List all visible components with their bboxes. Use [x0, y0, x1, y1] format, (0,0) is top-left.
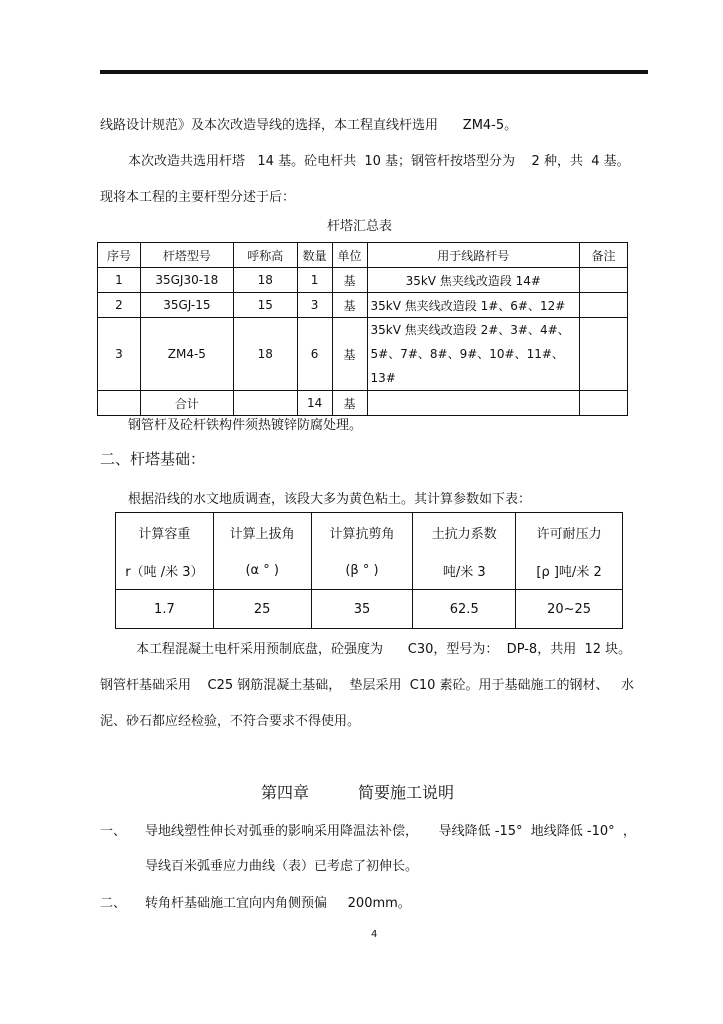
- table-total-row: [98, 391, 628, 416]
- table-row: [116, 590, 623, 629]
- item-2-number: 二、: [100, 896, 127, 911]
- unit-cell: (β ° ): [311, 551, 413, 590]
- value-cell: 35: [311, 590, 413, 629]
- value-cell: 20~25: [516, 590, 623, 629]
- cell-total-qty: 14: [297, 391, 332, 416]
- cell-dest: [367, 391, 580, 416]
- cell-no: [98, 391, 141, 416]
- soil-parameter-table: [115, 512, 623, 629]
- header-cell: 数量: [297, 243, 332, 268]
- section-2-heading: 二、杆塔基础：: [100, 450, 206, 468]
- header-cell: 单位: [332, 243, 367, 268]
- cell-no: 3: [98, 318, 141, 391]
- cell-model: ZM4-5: [140, 318, 233, 391]
- header-cell: 序号: [98, 243, 141, 268]
- cell-no: 1: [98, 268, 141, 293]
- chapter-number: 第四章: [261, 783, 310, 802]
- value-cell: 25: [213, 590, 311, 629]
- cell-dest: [367, 318, 580, 391]
- cell-note: [580, 318, 628, 391]
- cell-note: [580, 268, 628, 293]
- cell-total-label: 合计: [140, 391, 233, 416]
- table-header-row: [98, 243, 628, 268]
- cell-unit: 基: [332, 293, 367, 318]
- value-cell: 62.5: [413, 590, 516, 629]
- header-cell: 用于线路杆号: [367, 243, 580, 268]
- cell-note: [580, 391, 628, 416]
- header-cell: 计算抗剪角: [311, 513, 413, 552]
- chapter-title: 简要施工说明: [358, 783, 455, 802]
- cell-qty: 1: [297, 268, 332, 293]
- cell-total-unit: 基: [332, 391, 367, 416]
- header-cell: 杆塔型号: [140, 243, 233, 268]
- paragraph-4: 钢管杆及砼杆铁构件须热镀锌防腐处理。: [128, 418, 363, 433]
- unit-cell: (α ° ): [213, 551, 311, 590]
- item-1-text: 导地线塑性伸长对弧垂的影响采用降温法补偿， 导线降低 -15° 地线降低 -10° ，: [145, 824, 636, 839]
- pole-summary-table: [97, 242, 628, 416]
- cell-qty: 3: [297, 293, 332, 318]
- paragraph-2: 本次改造共选用杆塔 14 基。砼电杆共 10 基；钢管杆按塔型分为 2 种，共 4 基。: [128, 154, 630, 169]
- cell-height: 18: [233, 318, 297, 391]
- table-row: [98, 268, 628, 293]
- unit-cell: 吨/米 3: [413, 551, 516, 590]
- cell-model: 35GJ-15: [140, 293, 233, 318]
- table-header-row: [116, 513, 623, 552]
- cell-unit: 基: [332, 268, 367, 293]
- cell-dest-line-2: 5#、7#、8#、9#、10#、11#、13#: [370, 347, 564, 385]
- paragraph-3: 现将本工程的主要杆型分述于后：: [100, 190, 296, 205]
- paragraph-8: 泥、砂石都应经检验，不符合要求不得使用。: [100, 714, 361, 729]
- paragraph-7: 钢管杆基础采用 C25 钢筋混凝土基础， 垫层采用 C10 素砼。用于基础施工的钢材、 水: [100, 678, 634, 693]
- cell-height: 15: [233, 293, 297, 318]
- paragraph-6: 本工程混凝土电杆采用预制底盘，砼强度为 C30，型号为： DP-8，共用 12 块。: [136, 642, 632, 657]
- paragraph-1: 线路设计规范》及本次改造导线的选择，本工程直线杆选用 ZM4-5。: [100, 118, 518, 133]
- cell-dest-line-1: 35kV 焦夹线改造段 2#、3#、4#、: [370, 323, 570, 337]
- cell-height: [233, 391, 297, 416]
- cell-height: 18: [233, 268, 297, 293]
- page-number: 4: [371, 929, 378, 940]
- cell-qty: 6: [297, 318, 332, 391]
- table-row: [98, 293, 628, 318]
- cell-dest: 35kV 焦夹线改造段 1#、6#、12#: [367, 293, 580, 318]
- header-cell: 土抗力系数: [413, 513, 516, 552]
- header-cell: 计算上拔角: [213, 513, 311, 552]
- value-cell: 1.7: [116, 590, 214, 629]
- table-row: [98, 318, 628, 391]
- cell-no: 2: [98, 293, 141, 318]
- cell-dest: 35kV 焦夹线改造段 14#: [367, 268, 580, 293]
- header-cell: 许可耐压力: [516, 513, 623, 552]
- cell-unit: 基: [332, 318, 367, 391]
- header-cell: 呼称高: [233, 243, 297, 268]
- unit-cell: [ρ ]吨/米 2: [516, 551, 623, 590]
- table-unit-row: [116, 551, 623, 590]
- header-cell: 备注: [580, 243, 628, 268]
- item-2-text: 转角杆基础施工宜向内角侧预偏 200mm。: [145, 896, 411, 911]
- item-1-continuation: 导线百米弧垂应力曲线（表）已考虑了初伸长。: [145, 859, 419, 874]
- unit-cell: r（吨 /米 3）: [116, 551, 214, 590]
- paragraph-5: 根据沿线的水文地质调查，该段大多为黄色粘土。其计算参数如下表：: [128, 492, 532, 507]
- cell-note: [580, 293, 628, 318]
- item-1-number: 一、: [100, 824, 127, 839]
- table1-caption: 杆塔汇总表: [327, 219, 393, 234]
- cell-model: 35GJ30-18: [140, 268, 233, 293]
- header-rule: [100, 70, 648, 74]
- header-cell: 计算容重: [116, 513, 214, 552]
